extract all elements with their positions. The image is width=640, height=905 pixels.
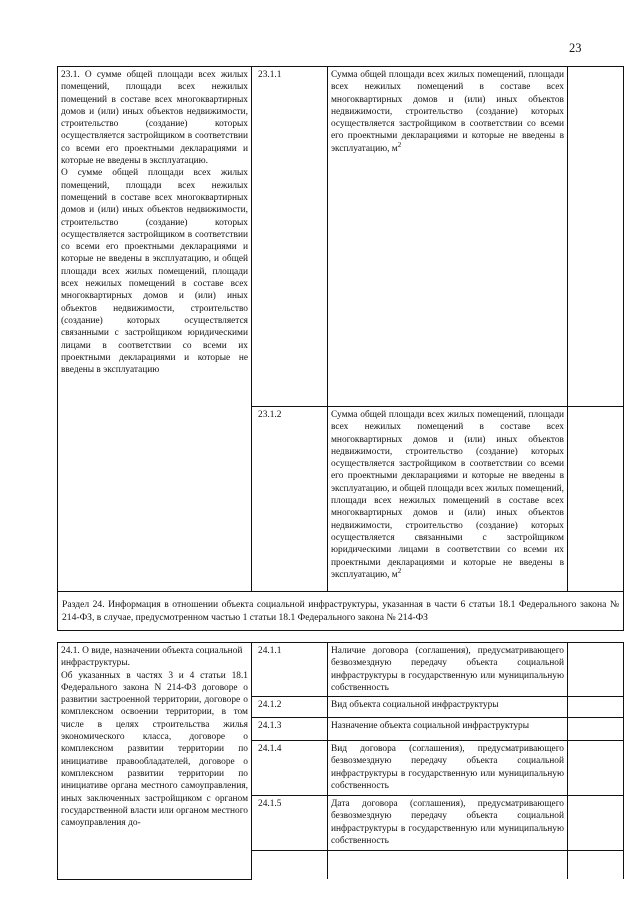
row-code: 24.1.4: [258, 744, 282, 755]
row-description-cell: [328, 741, 568, 796]
row-code-cell: [252, 851, 328, 880]
row-description: Наличие договора (соглашения), предусматривающего безвозмездную передачу объекта социальной инфраструктуры в государственную или муниципальную собственность: [331, 646, 564, 693]
section-24-heading: [58, 592, 624, 631]
row-value-cell[interactable]: [568, 67, 624, 407]
row-value-cell[interactable]: [568, 697, 624, 718]
row-description-cell: [328, 643, 568, 697]
unit-superscript: 2: [397, 140, 402, 149]
block-23-description-cell: [58, 67, 252, 592]
row-code: 24.1.1: [258, 646, 282, 656]
row-code: 24.1.3: [258, 721, 282, 732]
section-heading-row: [58, 592, 624, 631]
row-description: Сумма общей площади всех жилых помещений, площади всех нежилых помещений в составе всех многоквартирных домов и (или) иных объектов недвижимости, строительство (создание) которых осуществляется застройщиком в соответствии со всеми его проектными декларациями и которые не введены в эксплуатацию, $м^2$: [331, 70, 564, 154]
row-code: 24.1.2: [258, 700, 282, 711]
row-code-cell: [252, 407, 328, 592]
section-heading-text: Раздел 24. Информация в отношении объекта социальной инфраструктуры, указанная в части 6 статьи 18.1 Федерального закона № 214-ФЗ, в случае, предусмотренном частью 1 статьи 18.1 Федерального закона № 214-ФЗ: [62, 599, 619, 623]
row-description: Вид объекта социальной инфраструктуры: [331, 700, 499, 711]
row-value-cell[interactable]: [568, 718, 624, 741]
page-number: 23: [569, 41, 582, 55]
row-value-cell: [568, 851, 624, 880]
row-code: 24.1.5: [258, 799, 282, 810]
row-description-cell: [328, 718, 568, 741]
block-24-title: 24.1. О виде, назначении объекта социальной инфраструктуры.: [61, 646, 243, 669]
row-value-cell[interactable]: [568, 741, 624, 796]
row-description-cell: [328, 851, 568, 880]
block-23-text-a: 23.1. О сумме общей площади всех жилых помещений, площади всех нежилых помещений в составе всех многоквартирных домов и (или) иных объектов недвижимости, строительство (создание) которых осуществляется застройщиком в соответствии со всеми его проектными декларациями и которые не введены в эксплуатацию.: [61, 70, 248, 167]
row-value-cell[interactable]: [568, 407, 624, 592]
row-code: 23.1.1: [258, 70, 282, 80]
row-description: Вид договора (соглашения), предусматривающего безвозмездную передачу объекта социальной инфраструктуры в государственную или муниципальную собственность: [331, 744, 564, 792]
form-table: [57, 66, 624, 880]
row-description-cell: [328, 67, 568, 407]
row-description: Дата договора (соглашения), предусматривающего безвозмездную передачу объекта социальной инфраструктуры в государственную или муниципальную собственность: [331, 799, 564, 847]
row-code: 23.1.2: [258, 410, 282, 420]
row-description-cell: [328, 407, 568, 592]
block-23-text-b: О сумме общей площади всех жилых помещений, площади всех нежилых помещений в составе всех многоквартирных домов и (или) иных объектов недвижимости, строительство (создание) которых осуществляется застройщиком в соответствии со всеми его проектными декларациями и которые не введены в эксплуатацию, и общей площади всех жилых помещений, площади всех нежилых помещений в составе всех многоквартирных домов и (или) иных объектов недвижимости, строительство (создание) которых осуществляется связанными с застройщиком юридическими лицами в соответствии со всеми их проектными декларациями и которые не введены в эксплуатацию: [61, 168, 248, 376]
table-gap: [58, 631, 624, 643]
row-description: Сумма общей площади всех жилых помещений, площади всех нежилых помещений в составе всех многоквартирных домов и (или) иных объектов недвижимости, строительство (создание) которых осуществляется застройщиком в соответствии со всеми его проектными декларациями и которые не введены в эксплуатацию, и общей площади всех жилых помещений, площади всех нежилых помещений в составе всех многоквартирных домов и (или) иных объектов недвижимости, строительство (создание) которых осуществляется связанными с застройщиком юридическими лицами в соответствии со всеми их проектными декларациями и которые не введены в эксплуатацию, $м^2$: [331, 410, 564, 580]
block-24-text: Об указанных в частях 3 и 4 статьи 18.1 Федерального закона N 214-ФЗ договоре о развитии застроенной территории, договоре о комплексном освоении территории, в том числе в целях строительства жилья экономического класса, договоре о комплексном развитии территории по инициативе правообладателей, договоре о комплексном развитии территории по инициативе органа местного самоуправления, иных заключенных застройщиком с органом государственной власти или органом местного самоуправления до-: [61, 670, 248, 829]
row-code-cell: [252, 741, 328, 796]
row-value-cell[interactable]: [568, 796, 624, 851]
row-code-cell: [252, 718, 328, 741]
row-code-cell: [252, 697, 328, 718]
table-row: [58, 67, 624, 407]
block-24-description-cell: [58, 643, 252, 880]
row-description: Назначение объекта социальной инфраструктуры: [331, 721, 530, 732]
row-value-cell[interactable]: [568, 643, 624, 697]
row-description-cell: [328, 697, 568, 718]
unit-superscript: 2: [397, 566, 402, 575]
table-gap-row: [58, 631, 624, 643]
row-code-cell: [252, 643, 328, 697]
row-description-cell: [328, 796, 568, 851]
row-code-cell: [252, 67, 328, 407]
table-row: [58, 643, 624, 697]
row-code-cell: [252, 796, 328, 851]
